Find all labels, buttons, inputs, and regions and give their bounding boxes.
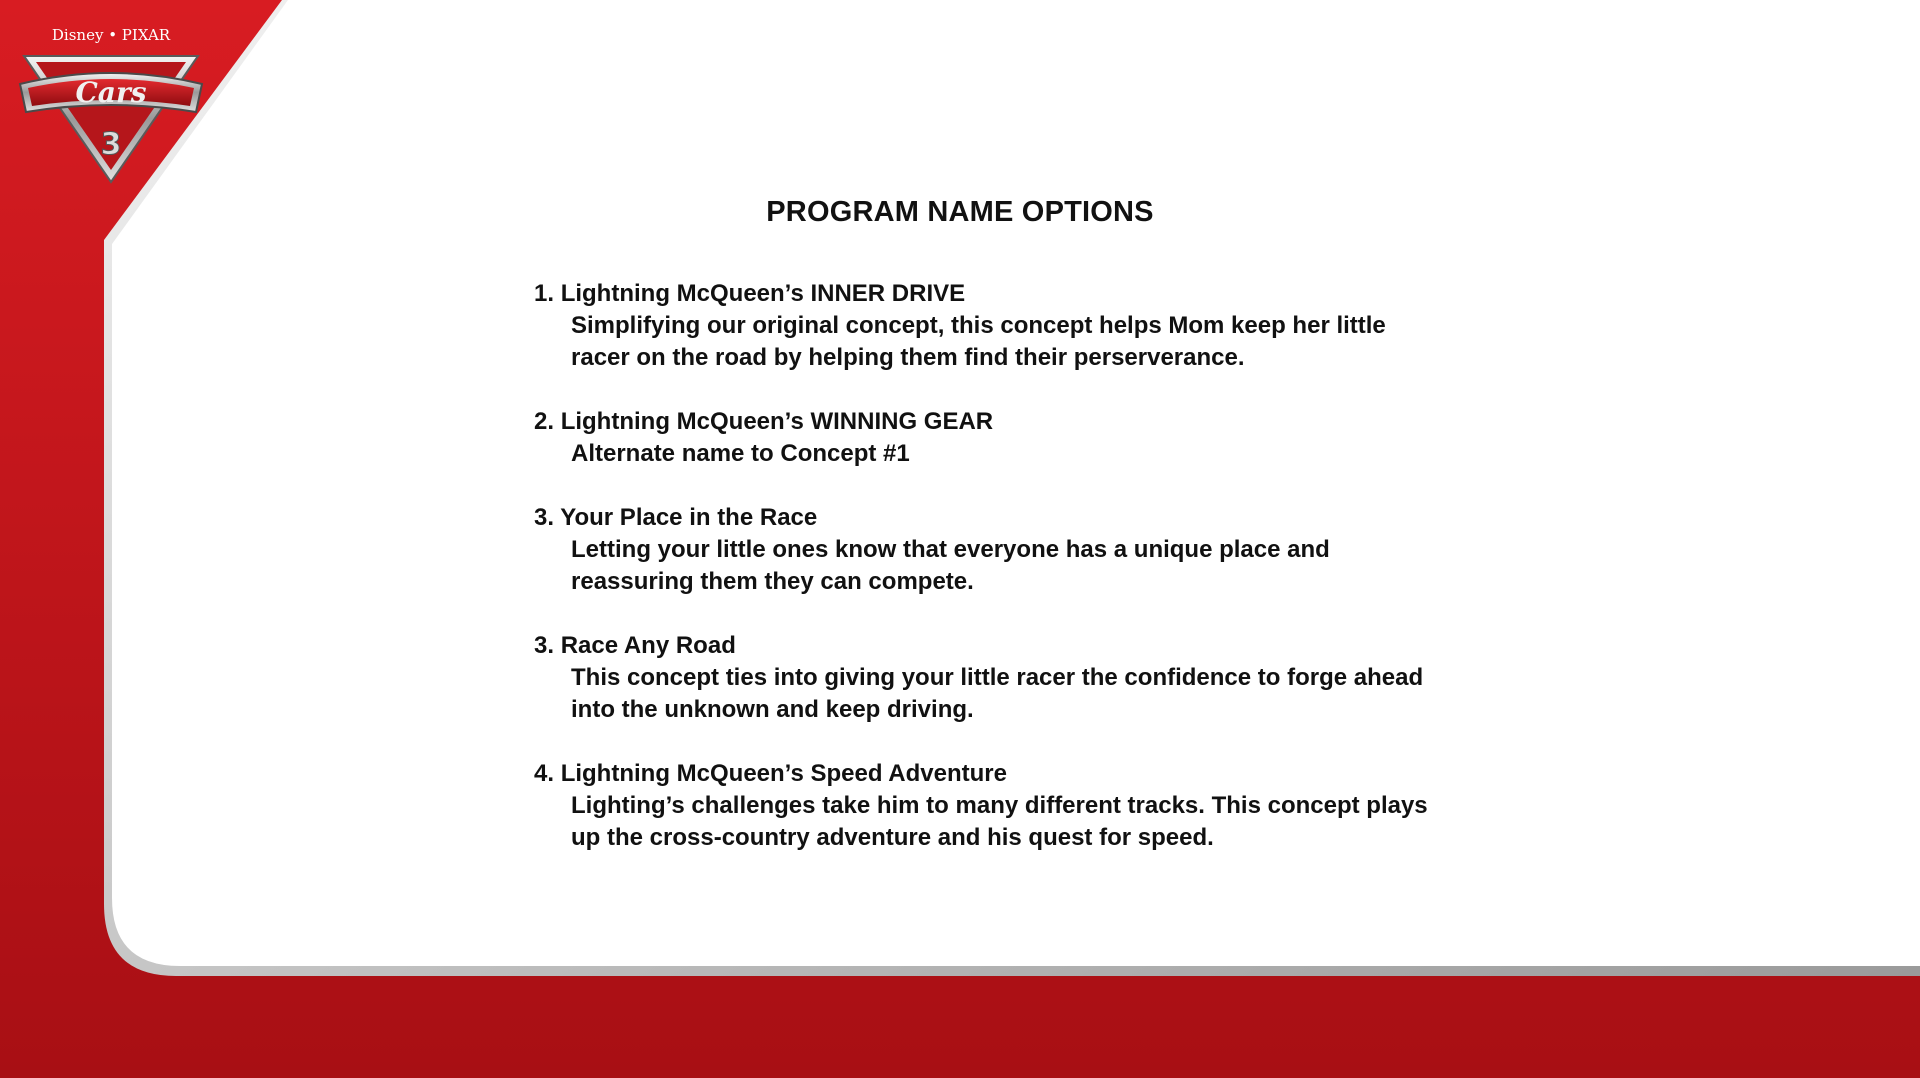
logo-number: 3 (100, 127, 122, 162)
option-description: Alternate name to Concept #1 (571, 440, 910, 467)
option-heading (534, 502, 1434, 534)
list-item (534, 758, 1434, 854)
option-heading (534, 630, 1434, 662)
option-number: 3. (534, 632, 555, 659)
option-number: 2. (534, 408, 555, 435)
list-item (534, 502, 1434, 598)
option-number: 4. (534, 760, 555, 787)
logo-wordmark: Cars (75, 76, 147, 109)
option-heading (534, 758, 1434, 790)
option-heading (534, 406, 1434, 438)
option-name: Your Place in the Race (560, 504, 818, 531)
option-name: Lightning McQueen’s Speed Adventure (560, 760, 1007, 787)
logo-brand-line: Disney • PIXAR (51, 26, 171, 44)
page-title-text: PROGRAM NAME OPTIONS (766, 196, 1154, 228)
option-name: Lightning McQueen’s INNER DRIVE (560, 280, 966, 307)
option-heading (534, 278, 1434, 310)
option-description: Lighting’s challenges take him to many different tracks. This concept plays up the cross-country adventure and his quest for speed. (571, 792, 1428, 851)
option-name: Lightning McQueen’s WINNING GEAR (560, 408, 994, 435)
option-list (534, 278, 1434, 886)
list-item (534, 630, 1434, 726)
option-number: 3. (534, 504, 555, 531)
list-item (534, 406, 1434, 470)
option-number: 1. (534, 280, 555, 307)
page-title (0, 196, 1920, 229)
option-description: Simplifying our original concept, this concept helps Mom keep her little racer on the road by helping them find their perserverance. (571, 312, 1386, 371)
option-description: Letting your little ones know that everyone has a unique place and reassuring them they can compete. (571, 536, 1330, 595)
option-description: This concept ties into giving your little racer the confidence to forge ahead into the unknown and keep driving. (571, 664, 1424, 723)
option-name: Race Any Road (560, 632, 736, 659)
list-item (534, 278, 1434, 374)
